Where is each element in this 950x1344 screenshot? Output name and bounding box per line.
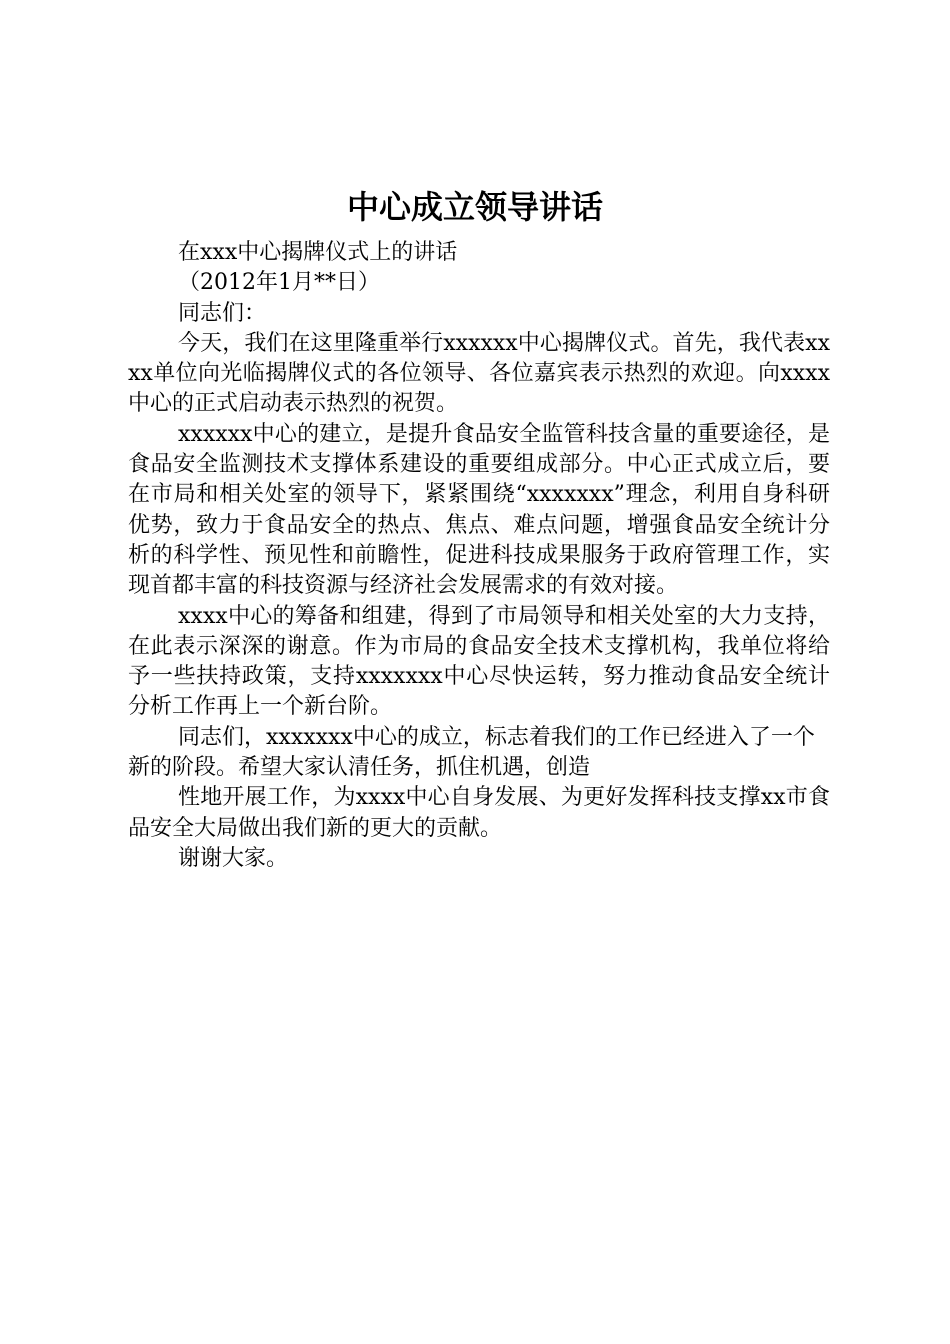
closing-line: 谢谢大家。 [178,845,289,871]
salutation: 同志们： [178,300,267,326]
body-paragraph: 今天，我们在这里隆重举行xxxxxx中心揭牌仪式。首先，我代表xxxx单位向光临揭牌仪式的各位领导、各位嘉宾表示热烈的欢迎。向xxxx中心的正式启动表示热烈的祝贺。 [128,330,830,417]
body-paragraph: 同志们，xxxxxxx中心的成立，标志着我们的工作已经进入了一个新的阶段。希望大家认清任务，抓住机遇，创造 [128,724,815,781]
speech-date-line: （2012年1月**日） [178,270,380,296]
body-paragraph: xxxxxx中心的建立，是提升食品安全监管科技含量的重要途径，是食品安全监测技术支撑体系建设的重要组成部分。中心正式成立后，要在市局和相关处室的领导下，紧紧围绕“xxxxxxx”理念，利用自身科研优势，致力于食品安全的热点、焦点、难点问题，增强食品安全统计分析的科学性、预见性和前瞻性，促进科技成果服务于政府管理工作，实现首都丰富的科技资源与经济社会发展需求的有效对接。 [128,421,830,599]
body-paragraph: 性地开展工作，为xxxx中心自身发展、为更好发挥科技支撑xx市食品安全大局做出我们新的更大的贡献。 [128,785,830,841]
speech-occasion-line: 在xxx中心揭牌仪式上的讲话 [178,240,458,265]
document-body [128,238,830,874]
body-paragraph: xxxx中心的筹备和组建，得到了市局领导和相关处室的大力支持，在此表示深深的谢意。作为市局的食品安全技术支撑机构，我单位将给予一些扶持政策，支持xxxxxxx中心尽快运转，努力推动食品安全统计分析工作再上一个新台阶。 [128,603,830,720]
document-title: 中心成立领导讲话 [346,188,603,226]
